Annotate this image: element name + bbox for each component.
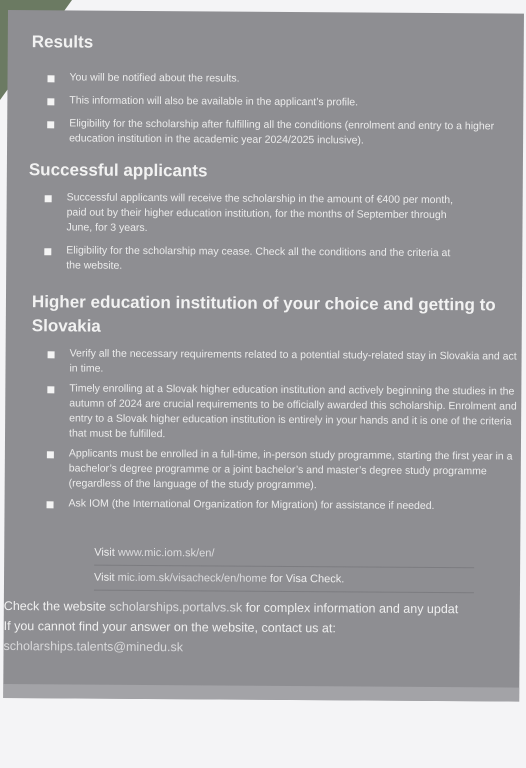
website-line: Check the website scholarships.portalvs.sk for complex information and any updat [3,598,459,617]
successful-applicants-list [44,190,465,284]
leaflet-sheet [3,10,524,702]
website-link[interactable]: scholarships.portalvs.sk [109,599,243,615]
list-item: Verify all the necessary requirements related to a potential study-related stay in Slovakia and act in time. [47,346,517,379]
contact-footer [3,596,523,660]
successful-applicants-heading: Successful applicants [28,160,208,181]
list-item: Successful applicants will receive the scholarship in the amount of €400 per month, paid out by their higher education institution, for the months of September through June, for 3 years. [44,190,464,238]
iom-link[interactable]: www.mic.iom.sk/en/ [117,546,215,560]
institution-heading: Higher education institution of your choice and getting to Slovakia [31,292,496,336]
list-item: This information will also be available in the applicant’s profile. [47,93,507,111]
list-item: Timely enrolling at a Slovak higher education institution and actively beginning the studies in the autumn of 2024 are crucial requirements to be officially awarded this scholarship. Enrolment and entry to a Slovak higher education institution is entirely in your hands and it is one of the criteria that must be fulfilled. [47,381,517,444]
list-item: Eligibility for the scholarship after fulfilling all the conditions (enrolment and entry to a higher education institution in the academic year 2024/2025 inclusive). [47,116,507,149]
results-heading: Results [31,32,94,52]
visit-links [94,543,474,596]
contact-line: If you cannot find your answer on the website, contact us at: [3,618,336,636]
visit-line-iom: Visit www.mic.iom.sk/en/ [94,543,474,569]
visa-check-link[interactable]: mic.iom.sk/visacheck/en/home [117,571,267,585]
visit-line-visacheck: Visit mic.iom.sk/visacheck/en/home for Visa Check. [94,568,474,594]
contact-email[interactable]: scholarships.talents@minedu.sk [3,638,184,655]
institution-list [46,346,517,519]
list-item: You will be notified about the results. [47,70,507,88]
list-item: Ask IOM (the International Organization for Migration) for assistance if needed. [47,496,517,514]
results-list [47,70,508,157]
list-item: Applicants must be enrolled in a full-time, in-person study programme, starting the first year in a bachelor’s degree programme or a joint bachelor’s and master’s degree study programme (regardless of the language of the study programme). [47,446,517,494]
list-item: Eligibility for the scholarship may cease. Check all the conditions and the criteria at the website. [44,243,464,276]
